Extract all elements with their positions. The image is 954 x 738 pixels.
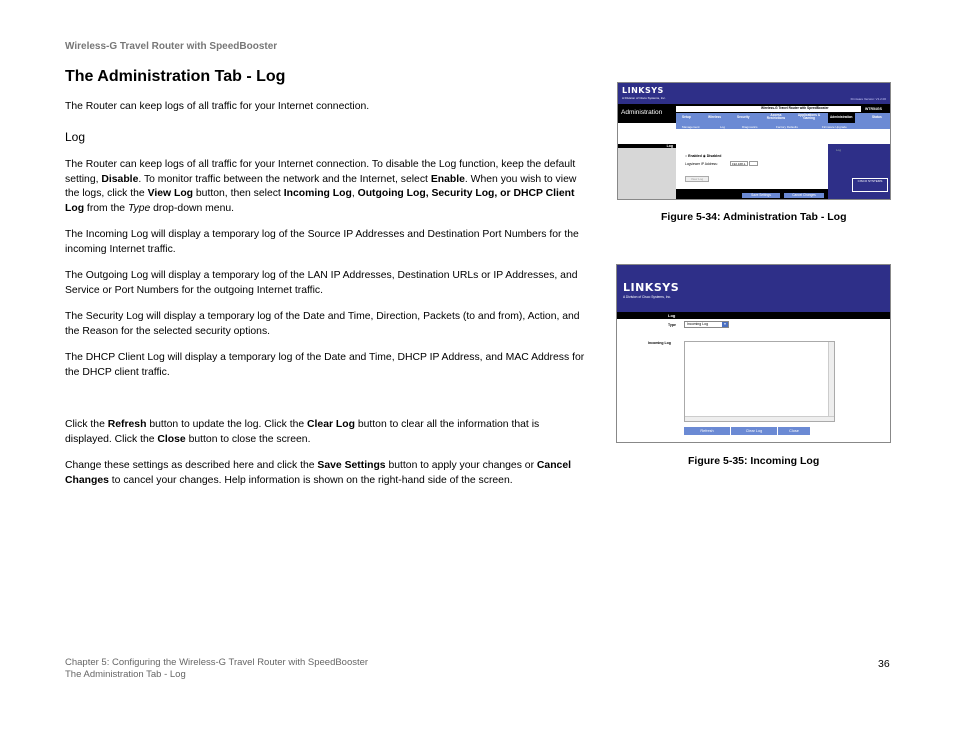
left-section-bar: Log [618,144,676,148]
logviewer-ip-label: Logviewer IP Address: [685,162,718,166]
figure-incoming-log-screenshot [616,264,891,443]
tab-wireless[interactable]: Wireless [708,115,722,119]
action-bar [676,189,828,200]
linksys-logo-subtitle-2: A Division of Cisco Systems, Inc. [623,295,672,299]
left-column [618,148,676,200]
footer-chapter: Chapter 5: Configuring the Wireless-G Travel Router with SpeedBooster [65,657,369,668]
subheading-log: Log [65,130,86,144]
radio-disabled-label: Disabled [706,154,722,158]
log-title-bar: Log [617,312,890,319]
radio-enabled-icon[interactable]: ○ [685,154,688,158]
paragraph-outgoing-log: The Outgoing Log will display a temporary log of the LAN IP Addresses, Destination URLs or IP Addresses, and Service or Port Numbers for the outgoing Internet traffic. [65,270,578,296]
radio-enabled-label: Enabled [688,154,702,158]
tab-access-restrictions[interactable]: Access Restrictions [766,113,786,121]
tab-status[interactable]: Status [872,115,882,119]
cancel-changes-button[interactable]: Cancel Changes [784,193,824,198]
paragraph-security-log: The Security Log will display a temporary log of the Date and Time, Direction, Packets (to and from), Action, and the Reason for the selected security options. [65,311,580,337]
linksys-logo-2: LINKSYS [623,281,680,294]
close-button[interactable]: Close [778,427,810,435]
paragraph-refresh: Click the Refresh button to update the log. Click the Clear Log button to clear all the information that is displayed. Click the Close button to close the screen. [65,419,540,445]
help-label: Log [836,148,842,152]
linksys-banner [618,83,890,104]
tab-security[interactable]: Security [737,115,750,119]
linksys-logo: LINKSYS [622,86,664,95]
model-number: WTR54GS [865,107,882,111]
tab-administration[interactable]: Administration [828,113,855,123]
logviewer-ip-last-octet[interactable] [749,161,758,166]
help-panel [828,144,891,200]
product-name-bar: Wireless-G Travel Router with SpeedBooster [676,106,861,112]
linksys-banner-2 [617,265,890,312]
page-label: Administration [621,109,663,116]
subtab-firmware-upgrade[interactable]: Firmware Upgrade [822,124,847,129]
running-footer [65,657,368,681]
subtab-diagnostics[interactable]: Diagnostics [742,124,758,129]
footer-section: The Administration Tab - Log [65,669,186,680]
refresh-button[interactable]: Refresh [684,427,730,435]
admin-header-row [618,104,890,123]
radio-disabled-icon[interactable]: ◉ [702,154,706,158]
vertical-scrollbar[interactable] [828,342,834,421]
firmware-version: Firmware Version: V1.2.00 [850,97,886,101]
clear-log-button[interactable]: Clear Log [731,427,777,435]
tab-applications-gaming[interactable]: Applications & Gaming [797,113,821,121]
type-dropdown[interactable]: Incoming Log ▼ [684,321,729,328]
subtab-log[interactable]: Log [720,124,726,129]
running-header: Wireless-G Travel Router with SpeedBooster [65,41,278,52]
log-enable-radios [685,154,721,158]
save-settings-button[interactable]: Save Settings [742,193,780,198]
sub-tabs [676,123,891,129]
cisco-systems-logo: CISCO SYSTEMS [852,178,888,192]
main-tabs [676,113,891,123]
horizontal-scrollbar[interactable] [685,416,834,421]
view-log-button[interactable]: View Log [685,176,709,182]
paragraph-save-settings: Change these settings as described here and click the Save Settings button to apply your changes or Cancel Changes to cancel your changes. Help information is shown on the right-hand side of the screen. [65,460,571,486]
tab-setup[interactable]: Setup [682,115,691,119]
incoming-log-textarea[interactable] [684,341,835,422]
subtab-management[interactable]: Management [682,124,700,129]
incoming-log-label: Incoming Log [648,341,671,345]
section-title: The Administration Tab - Log [65,68,286,85]
figure-administration-log-screenshot [617,82,891,200]
page-number: 36 [878,658,890,670]
logviewer-ip-input[interactable]: 192.168.1. [732,162,747,166]
figure2-caption: Figure 5-35: Incoming Log [688,455,820,467]
intro-paragraph: The Router can keep logs of all traffic for your Internet connection. [65,101,370,112]
type-label: Type [668,323,676,327]
figure1-caption: Figure 5-34: Administration Tab - Log [661,211,847,223]
paragraph-dhcp-log: The DHCP Client Log will display a temporary log of the Date and Time, DHCP IP Address, and MAC Address for the DHCP client traffic. [65,352,585,378]
paragraph-incoming-log: The Incoming Log will display a temporary log of the Source IP Addresses and Destination Port Numbers for the incoming Internet traffic. [65,229,579,255]
linksys-logo-subtitle: A Division of Cisco Systems, Inc. [622,96,666,100]
chevron-down-icon[interactable]: ▼ [723,322,727,326]
paragraph-log-function: The Router can keep logs of all traffic for your Internet connection. To disable the Log function, keep the default setting, Disable. To monitor traffic between the network and the Internet, select Enable. When you wish to view the logs, click the View Log button, then select Incoming Log, Outgoing Log, Security Log, or DHCP Client Log from the Type drop-down menu. [65,159,577,214]
subtab-factory-defaults[interactable]: Factory Defaults [776,124,798,129]
